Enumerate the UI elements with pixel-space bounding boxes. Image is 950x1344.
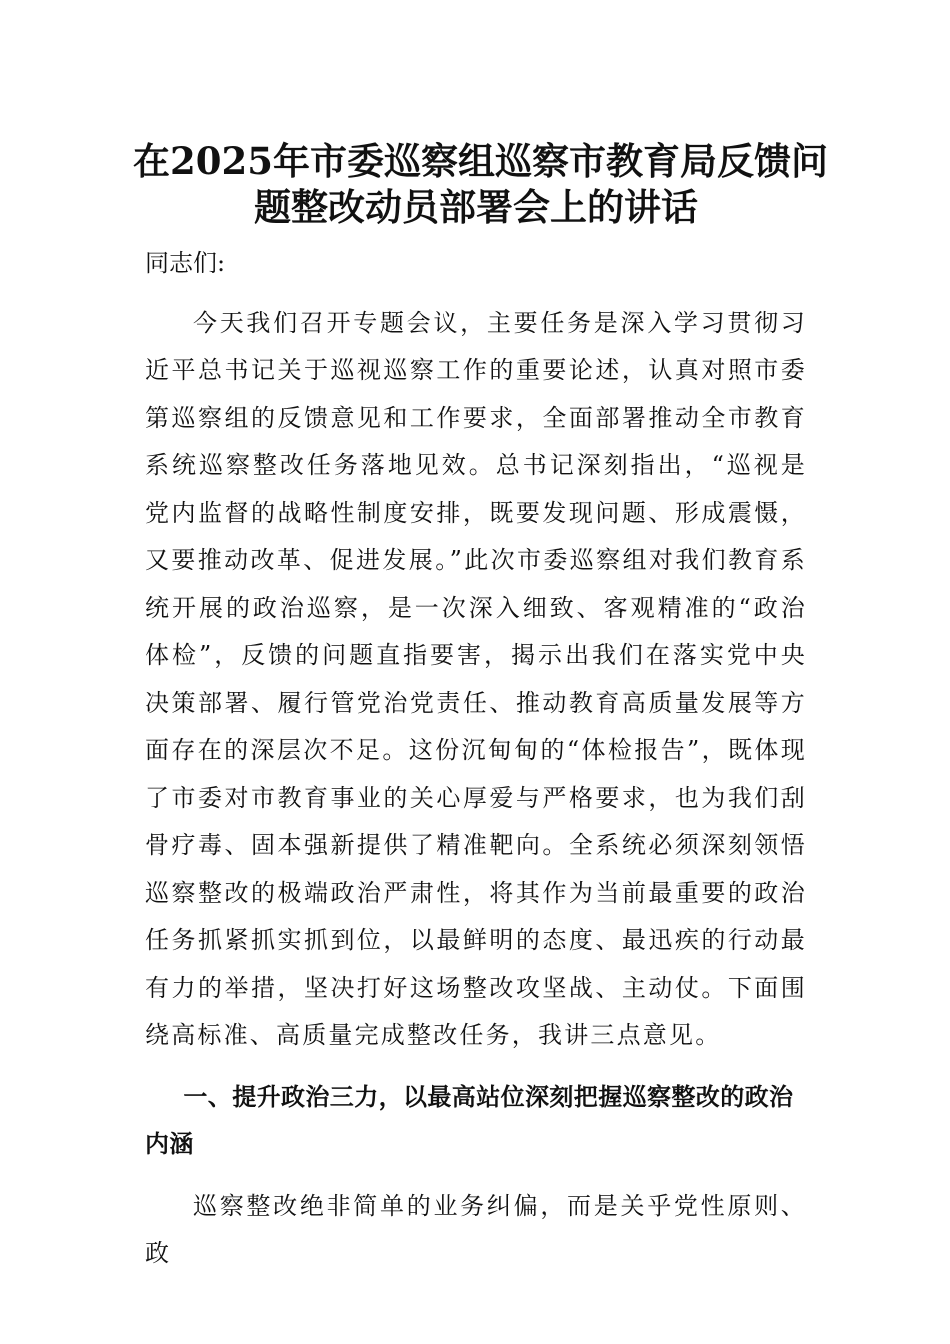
title-line-1: 在2025年市委巡察组巡察市教育局反馈问 [133, 139, 828, 183]
title-line-2: 题整改动员部署会上的讲话 [254, 185, 698, 229]
body-paragraph-2: 巡察整改绝非简单的业务纠偏，而是关乎党性原则、政 [145, 1191, 807, 1267]
document-page [133, 138, 828, 1278]
document-title [133, 138, 828, 230]
section-heading-1: 一、提升政治三力，以最高站位深刻把握巡察整改的政治内涵 [145, 1082, 794, 1158]
salutation: 同志们: [145, 249, 226, 277]
body-paragraph-1: 今天我们召开专题会议，主要任务是深入学习贯彻习近平总书记关于巡视巡察工作的重要论述，认真对照市委第巡察组的反馈意见和工作要求，全面部署推动全市教育系统巡察整改任务落地见效。总书记深刻指出，“巡视是党内监督的战略性制度安排，既要发现问题、形成震慑，又要推动改革、促进发展。”此次市委巡察组对我们教育系统开展的政治巡察，是一次深入细致、客观精准的“政治体检”，反馈的问题直指要害，揭示出我们在落实党中央决策部署、履行管党治党责任、推动教育高质量发展等方面存在的深层次不足。这份沉甸甸的“体检报告”，既体现了市委对市教育事业的关心厚爱与严格要求，也为我们刮骨疗毒、固本强新提供了精准靶向。全系统必须深刻领悟巡察整改的极端政治严肃性，将其作为当前最重要的政治任务抓紧抓实抓到位，以最鲜明的态度、最迅疾的行动最有力的举措，坚决打好这场整改攻坚战、主动仗。下面围绕高标准、高质量完成整改任务，我讲三点意见。 [145, 308, 807, 1049]
